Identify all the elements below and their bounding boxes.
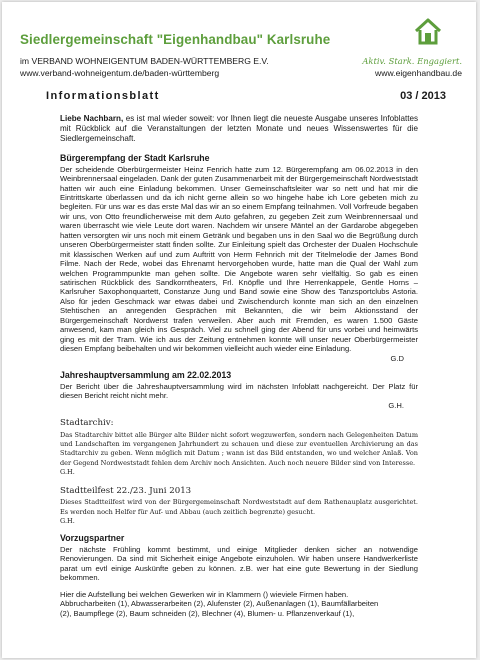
document-page: [2, 2, 476, 658]
vorzugspartner-list-intro: Hier die Aufstellung bei welchen Gewerken wir in Klammern () wieviele Firmen haben.: [60, 589, 349, 599]
salutation: Liebe Nachbarn,: [60, 114, 124, 123]
stadtteilfest-text: Dieses Stadtteilfest wird von der Bürgergemeinschaft Nordweststadt auf dem Rathenauplatz ausgerichtet. Es werden noch Helfer für Auf- und Abbau (auch zeitlich begrenzte) gesucht.: [60, 498, 418, 516]
jahreshaupt-signature: G.H.: [388, 400, 404, 410]
stadtarchiv-heading: Stadtarchiv:: [60, 418, 114, 429]
verband-line: im VERBAND WOHNEIGENTUM BADEN-WÜRTTEMBERG E.V.: [20, 56, 269, 66]
vorzugspartner-list-line: (2), Baumpflege (2), Baum schneiden (2), Blechner (4), Blumen- u. Pflanzenverkauf (1),: [60, 608, 355, 618]
info-title-row: [46, 90, 446, 106]
jahreshaupt-heading: Jahreshauptversammlung am 22.02.2013: [60, 370, 232, 381]
stadtteilfest-signature: G.H.: [60, 516, 75, 525]
letterhead: [20, 16, 466, 86]
vorzugspartner-heading: Vorzugspartner: [60, 533, 125, 544]
verband-url: www.verband-wohneigentum.de/baden-württemberg: [20, 68, 220, 78]
website-url: www.eigenhandbau.de: [375, 68, 462, 78]
jahreshaupt-text: Der Bericht über die Jahreshauptversammlung wird im nächsten Infoblatt nachgereicht. Der Platz für diesen Bericht reicht nicht mehr.: [60, 381, 418, 401]
issue-number: 03 / 2013: [400, 90, 446, 102]
stadtteilfest-heading: Stadtteilfest 22./23. Juni 2013: [60, 485, 192, 496]
buergerempfang-signature: G.D: [390, 353, 404, 363]
stadtarchiv-text: Das Stadtarchiv bittet alle Bürger alte Bilder nicht sofort wegzuwerfen, sondern nach Gelegenheiten Datum und Landschaften im vergangenen Jahrhundert zu schauen und diese zur eventuellen Archivierung an das Stadtarchiv zu geben. Wenn möglich mit Datum ; wann ist das Bild entstanden, wo und welcher Anlaß. Von der Gegend Nordweststadt fehlen dem Archiv noch Ansichten. Auch noch neuere Bilder sind von Interesse.: [60, 430, 418, 467]
vorzugspartner-text: Der nächste Frühling kommt bestimmt, und einige Mitglieder denken sicher an notwendige Renovierungen. Da sind mit Sicherheit einige Angebote einzuholen. Wir haben unsere Handwerkerliste parat um evtl einige Auskünfte geben zu können. z.B. wer hat eine gute Bewertung in der Siedlung bekommen.: [60, 544, 418, 583]
newsletter-body: [60, 114, 418, 618]
info-title: Informationsblatt: [46, 90, 160, 102]
slogan: Aktiv. Stark. Engagiert.: [362, 56, 462, 66]
brand-name: Siedlergemeinschaft "Eigenhandbau" Karlsruhe: [20, 32, 331, 47]
vorzugspartner-list-line: Abbrucharbeiten (1), Abwasserarbeiten (2), Alufenster (2), Außenanlagen (1), Baumfällarbeiten: [60, 599, 379, 609]
house-logo-icon: [413, 16, 443, 46]
buergerempfang-heading: Bürgerempfang der Stadt Karlsruhe: [60, 153, 210, 163]
stadtarchiv-signature: G.H.: [60, 468, 75, 477]
intro-text: es ist mal wieder soweit: vor Ihnen liegt die neueste Ausgabe unseres Infoblattes mit Rückblick auf die Veranstaltungen der letzten Monate und neues Wissenswertes für die Siedlergemeinschaft.: [60, 114, 418, 143]
intro-paragraph: [60, 114, 418, 144]
buergerempfang-text: Der scheidende Oberbürgermeister Heinz Fenrich hatte zum 12. Bürgerempfang am 06.02.2013 in den Weinbrennersaal eingeladen. Dank der guten Zusammenarbeit mit der Bürgergemeinschaft Nordweststadt hatten wir auch eine Einladung bekommen. Unser Gemeinschaftsleiter war so nett und hat mir die Eintrittskarte überlassen und da ich nicht gerne allein so wo hingehe habe ich Lore gebeten mich zu begleiten. Für uns war es das erste Mal das wir an so einem Empfang teilnahmen. Voll Vorfreude begaben wir uns, von Otto freundlicherweise mit dem Auto gefahren, zu gegeben Zeit zum Weinbrennersaal und waren überrascht wie viele Leute dort waren. Nachdem wir unsere Mäntel an der Gardarobe abgegeben hatten versorgten wir uns noch mit einem Getränk und begaben uns in den Saal wo die Begrüßung durch unseren Oberbürgermeister statt finden sollte. Zur Einleitung spielt das Orchester der Dualen Hochschule mit klassischen Werken auf und zum Auftritt von Herm Fehnrich mit der Titelmelodie der James Bond Filme. Nach der Rede, wobei das Ehrenamt hervorgehoben wurde, hatte man die Qual der Wahl zum welchen Programmpunkte man gehen sollte. Die Angebote waren sehr vielfältig. So gab es einen satirischen Rückblick des Sandkorntheaters, Frl. Knöpfle und Ihre Herrenkappele, Gentle Horns – Karlsruher Saxophonquartett, Constanze Jung und Band sowie eine Show des Tanzsportclubs Astoria. Also für jeden Geschmack war etwas dabei und Zwischendurch konnte man sich an den einzelnen Stehtischen an anregenden Gesprächen mit Bekannten, die wir beim Aktionsstand der Bürgergemeinschaft Nordwerst trafen verweilen. Aber auch mit Fremden, es waren 1.500 Gäste anwesend, kam man gleich ins Gespräch. Viel zu schnell ging der Abend für uns vorbei und heimwärts ging es mit der Tram. Wie ich aus der Zeitung entnehmen konnte will unser neuer Oberbürgermeister diesen Empfang beibehalten und wir bekommen vielleicht auch wieder eine Einladung.: [60, 164, 418, 354]
